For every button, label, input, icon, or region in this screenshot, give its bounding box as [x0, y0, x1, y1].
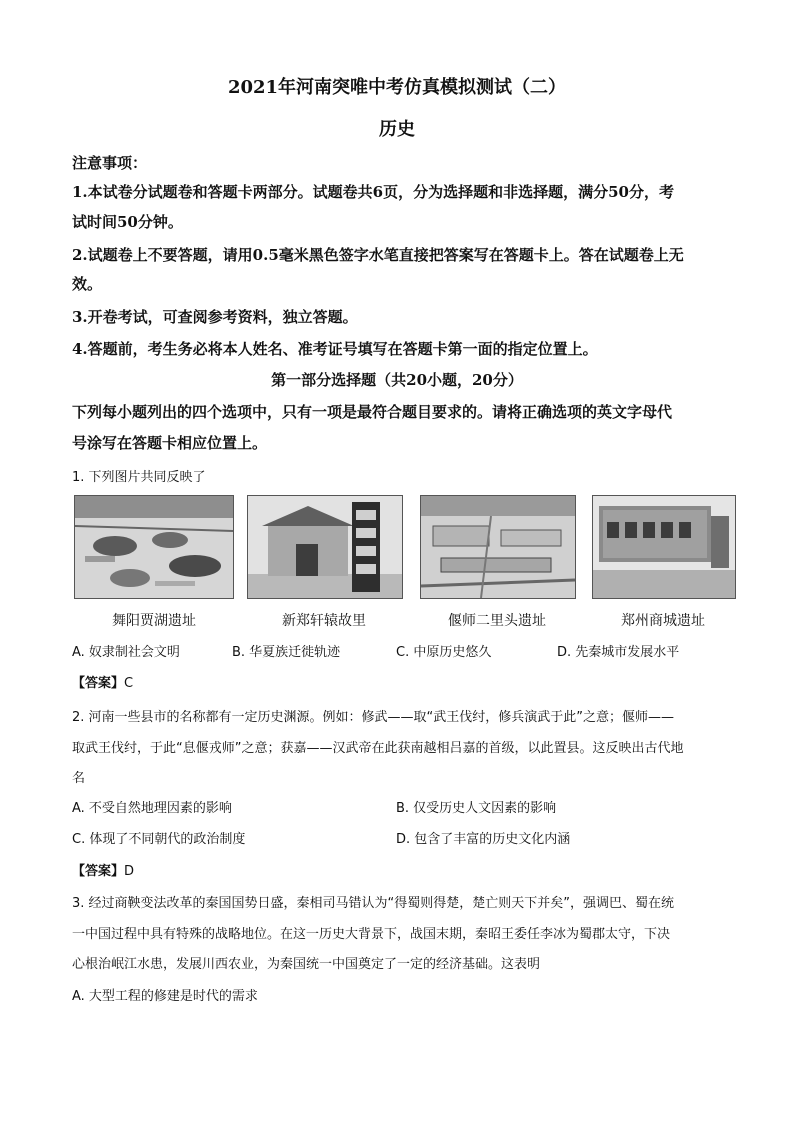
photo-caption-4: 郑州商城遗址 [621, 613, 705, 629]
answer-tag: 【答案】 [72, 676, 125, 691]
photo-caption-2: 新郑轩辕故里 [282, 613, 366, 629]
erlitou-site-photo [420, 495, 576, 599]
q1-option-c: C. 中原历史悠久 [396, 645, 492, 660]
q3-stem-line-3: 心根治岷江水患，发展川西农业，为秦国统一中国奠定了一定的经济基础。这表明 [72, 957, 541, 972]
q2-answer-value: D [124, 864, 135, 879]
q1-option-a: A. 奴隶制社会文明 [72, 645, 180, 660]
q1-option-d: D. 先秦城市发展水平 [557, 645, 680, 660]
q3-stem-line-2: 一中国过程中具有特殊的战略地位。在这一历史大背景下，战国末期，秦昭王委任李冰为蜀郡太守，下决 [72, 927, 671, 942]
notice-item-2-line-1: 2.试题卷上不要答题，请用0.5毫米黑色签字水笔直接把答案写在答题卡上。答在试题卷上无 [72, 246, 684, 264]
q1-option-b: B. 华夏族迁徙轨迹 [232, 645, 341, 660]
notice-item-2-line-2: 效。 [72, 275, 103, 293]
q2-option-d: D. 包含了丰富的历史文化内涵 [396, 832, 571, 847]
notice-item-4: 4.答题前，考生务必将本人姓名、准考证号填写在答题卡第一面的指定位置上。 [72, 340, 598, 358]
q2-answer [72, 860, 134, 879]
notice-item-3: 3.开卷考试，可查阅参考资料，独立答题。 [72, 308, 358, 326]
notice-item-1-line-1: 1.本试卷分试题卷和答题卡两部分。试题卷共6页，分为选择题和非选择题，满分50分，考 [72, 183, 674, 201]
q3-stem-line-1: 3. 经过商鞅变法改革的秦国国势日盛，秦相司马错认为“得蜀则得楚，楚亡则天下并矣”，强调巴、蜀在统 [72, 896, 675, 911]
q2-option-b: B. 仅受历史人文因素的影响 [396, 801, 557, 816]
subject-title: 历史 [379, 119, 415, 140]
notice-item-1-line-2: 试时间50分钟。 [72, 213, 183, 231]
part1-heading: 第一部分选择题（共20小题，20分） [271, 371, 523, 389]
q1-answer-value: C [124, 676, 134, 691]
q2-stem-line-2: 取武王伐纣，于此“息偃戎师”之意；获嘉——汉武帝在此获南越相吕嘉的首级，以此置县。这反映出古代地 [72, 741, 684, 756]
q3-option-a: A. 大型工程的修建是时代的需求 [72, 989, 258, 1004]
exam-title: 2021年河南突唯中考仿真模拟测试（二） [227, 77, 567, 98]
photo-caption-3: 偃师二里头遗址 [448, 613, 546, 629]
photo-caption-1: 舞阳贾湖遗址 [112, 613, 196, 629]
q2-option-c: C. 体现了不同朝代的政治制度 [72, 832, 246, 847]
q2-option-a: A. 不受自然地理因素的影响 [72, 801, 232, 816]
q2-stem-line-3: 名 [72, 771, 86, 786]
q1-answer [72, 672, 133, 691]
q1-stem: 1. 下列图片共同反映了 [72, 470, 206, 485]
jiahu-site-photo [74, 495, 234, 599]
part1-instruction-line-2: 号涂写在答题卡相应位置上。 [72, 434, 268, 452]
notice-heading: 注意事项： [72, 154, 148, 172]
zhengzhou-shang-city-photo [592, 495, 736, 599]
part1-instruction-line-1: 下列每小题列出的四个选项中，只有一项是最符合题目要求的。请将正确选项的英文字母代 [72, 403, 673, 421]
xuanyuan-hometown-photo [247, 495, 403, 599]
answer-tag: 【答案】 [72, 864, 125, 879]
q2-stem-line-1: 2. 河南一些县市的名称都有一定历史渊源。例如：修武——取“武王伐纣，修兵演武于此”之意；偃师—— [72, 710, 675, 725]
